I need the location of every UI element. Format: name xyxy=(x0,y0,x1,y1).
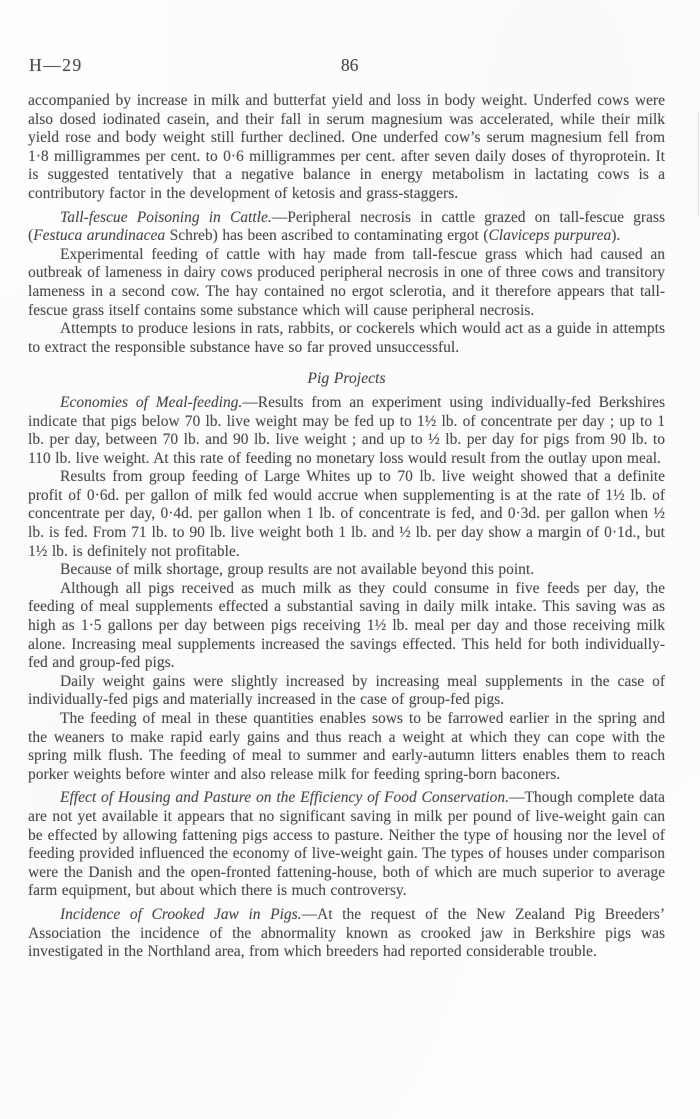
scan-edge-artifact xyxy=(698,112,700,216)
page-number: 86 xyxy=(340,55,359,75)
text-block xyxy=(28,92,665,962)
paragraph-tall-fescue-poisoning xyxy=(28,209,665,246)
section-heading-pig-projects: Pig Projects xyxy=(307,370,386,388)
paragraph-housing-pasture xyxy=(28,789,665,901)
paragraph-text: Schreb) has been ascribed to contaminating ergot ( xyxy=(165,227,489,245)
run-in-heading: Effect of Housing and Pasture on the Efficiency of Food Conservation. xyxy=(60,789,509,807)
run-in-heading: Incidence of Crooked Jaw in Pigs. xyxy=(60,905,302,923)
paragraph-experimental-feeding: Experimental feeding of cattle with hay made from tall-fescue grass which had caused an outbreak of lameness in dairy cows produced peripheral necrosis in one of three cows and transitory lameness in a second cow. The hay contained no ergot sclerotia, and it therefore appears that tall-fescue grass itself contains some substance which will cause peripheral necrosis. xyxy=(28,245,665,319)
page-header xyxy=(28,55,672,79)
paragraph-crooked-jaw xyxy=(28,906,665,962)
run-in-heading: Economies of Meal-feeding. xyxy=(60,393,243,411)
paragraph-lesion-attempts: Attempts to produce lesions in rats, rabbits, or cockerels which would act as a guide in attempts to extract the responsible substance have so far proved unsuccessful. xyxy=(28,320,665,356)
paragraph-text: —Results from an experiment using individually-fed Berkshires indicate that pigs below 70 lb. live weight may be fed up to 1½ lb. of concentrate per day ; up to 1 lb. per day, between 70 lb. and 90 lb. live weight ; and up to ½ lb. per day for pigs from 90 lb. to 110 lb. live weight. At this rate of feeding no monetary loss would result from the outlay upon meal. xyxy=(28,393,665,467)
paragraph-underfed-cows: accompanied by increase in milk and butterfat yield and loss in body weight. Underfed cows were also dosed iodinated casein, and their fall in serum magnesium was accelerated, while their milk yield rose and body weight still further declined. One underfed cow’s serum magnesium fell from 1·8 milligrammes per cent. to 0·6 milligrammes per cent. after seven daily doses of thyroprotein. It is suggested tentatively that a negative balance in energy metabolism in lactating cows is a contributory factor in the development of ketosis and grass-staggers. xyxy=(28,92,665,202)
latin-name: Festuca arundinacea xyxy=(33,227,166,245)
report-number: H—29 xyxy=(29,55,83,75)
paragraph-text: —At the request of the New Zealand Pig Breeders’ Association the incidence of the abnormality known as crooked jaw in Berkshire pigs was investigated in the Northland area, from which breeders had reported considerable trouble. xyxy=(28,905,666,961)
paragraph-group-feeding-results: Results from group feeding of Large Whites up to 70 lb. live weight showed that a definite profit of 0·6d. per gallon of milk fed would accrue when supplementing is at the rate of 1½ lb. of concentrate per day, 0·4d. per gallon when 1 lb. of concentrate is fed, and 0·3d. per gallon when ½ lb. is fed. From 71 lb. to 90 lb. live weight both 1 lb. and ½ lb. per day show a margin of 0·1d., but 1½ lb. is definitely not profitable. xyxy=(28,468,665,560)
paragraph-text: —Peripheral necrosis in cattle grazed on tall-fescue grass ( xyxy=(28,208,666,245)
paragraph-farrowing-benefits: The feeding of meal in these quantities enables sows to be farrowed earlier in the spring and the weaners to make rapid early gains and thus reach a weight at which they can cope with the spring milk flush. The feeding of meal to summer and early-autumn litters enables them to reach porker weights before winter and also release milk for feeding spring-born baconers. xyxy=(28,710,665,783)
latin-name: Claviceps purpurea xyxy=(488,227,612,245)
paragraph-text: ). xyxy=(611,227,621,245)
paragraph-meal-supplement-savings: Although all pigs received as much milk as they could consume in five feeds per day, the feeding of meal supplements effected a substantial saving in daily milk intake. This saving was as high as 1·5 gallons per day between pigs receiving 1½ lb. meal per day and those receiving milk alone. Increasing meal supplements increased the savings effected. This held for both individually-fed and group-fed pigs. xyxy=(28,579,665,672)
paragraph-daily-weight-gains: Daily weight gains were slightly increased by increasing meal supplements in the case of individually-fed pigs and materially increased in the case of group-fed pigs. xyxy=(28,672,665,709)
run-in-heading: Tall-fescue Poisoning in Cattle. xyxy=(60,208,272,226)
paragraph-economies-meal-feeding xyxy=(28,394,665,468)
paragraph-text: —Though complete data are not yet available it appears that no significant saving in milk per pound of live-weight gain can be effected by allowing fattening pigs access to pasture. Neither the type of housing nor the level of feeding provided influenced the economy of live-weight gain. The types of houses under comparison were the Danish and the open-fronted fattening-house, both of which are much superior to average farm equipment, but about which there is much controversy. xyxy=(28,789,665,900)
paragraph-milk-shortage: Because of milk shortage, group results are not available beyond this point. xyxy=(60,561,535,579)
